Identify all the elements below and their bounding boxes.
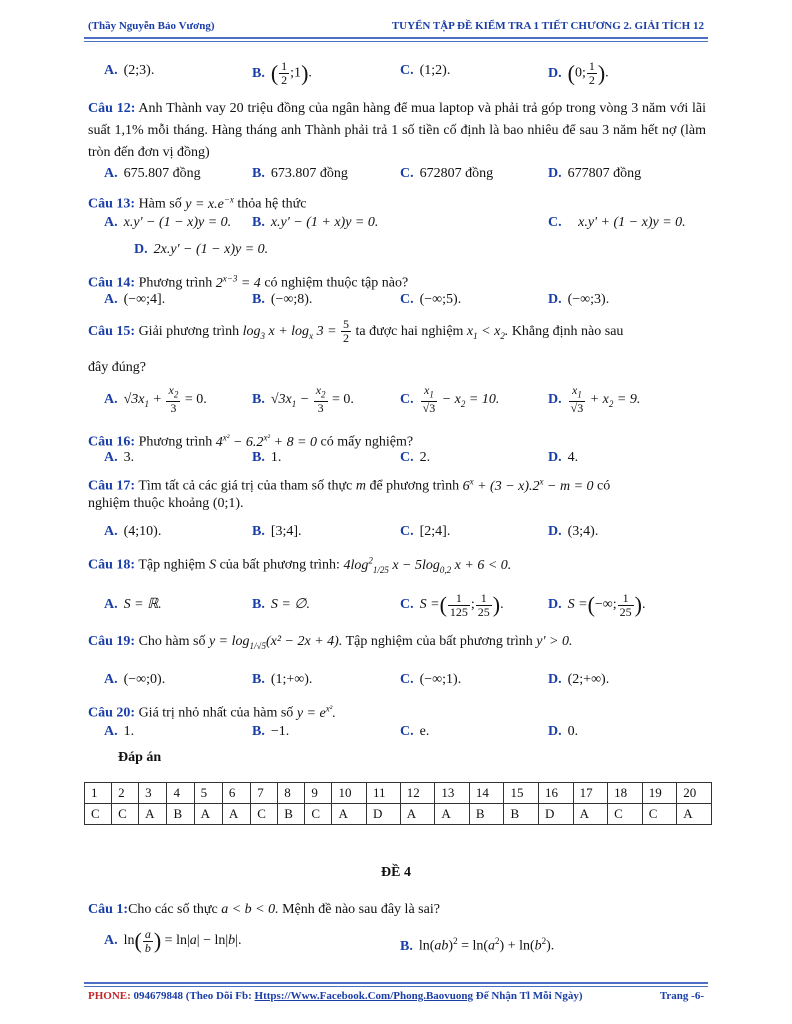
q11-options [104,59,704,87]
page-footer: PHONE: 094679848 (Theo Dõi Fb: Https://Www.Facebook.Com/Phong.Baovuong Để Nhận Tl Mỗi Ngày) Trang -6- [88,990,704,1002]
answer-letter-cell: A [222,804,250,825]
answer-letter-cell: D [539,804,574,825]
de4-q1-options: A. ln( $\frac{a}{b}$ ) = ln|a| − ln|b|. B. $\ln(ab)^2 = \ln(a^2) + \ln(b^2)$. [104,926,555,955]
answer-number-cell: 19 [642,783,677,804]
question-15: Câu 15: Giải phương trình $\log_3 x + \log_x 3$ = $\frac{5}{2}$ ta được hai nghiệm $x_1 < x_2$. Khẳng định nào sau [88,317,624,346]
facebook-link[interactable]: Https://Www.Facebook.Com/Phong.Baovuong [254,990,474,1002]
answer-letter-cell: A [139,804,167,825]
q13-options-1: A. x.y' − (1 − x)y = 0. B. x.y' − (1 + x)y = 0. C. x.y' + (1 − x)y = 0. [104,215,686,230]
question-18: Câu 18: Tập nghiệm S của bất phương trình: $4\log^2_{1/25}$ $x - 5\log_{0,2}$ x + 6 < 0. [88,555,512,575]
question-15-line2: đây đúng? [88,360,146,375]
answer-letter-cell: A [194,804,222,825]
question-12: Câu 12: Anh Thành vay 20 triệu đồng của ngân hàng để mua laptop và phải trả góp trong vòng 3 năm với lãi suất 1,1% mỗi tháng. Hàng tháng anh Thành phải trả 1 số tiền cố định là bao nhiêu để sau 3 năm hết nợ (làm tròn đến đơn vị đồng) [88,101,707,160]
question-16: Câu 16: Phương trình $4^{x^2} - 6.2^{x^2} + 8 = 0$ có mấy nghiệm? [88,432,414,450]
question-13: Câu 13: Hàm số $y = x.e^{-x}$ thỏa hệ thức [88,194,307,212]
answer-letter-cell: A [435,804,470,825]
answer-key-table [84,782,712,825]
answer-number-cell: 7 [251,783,278,804]
answer-number-cell: 2 [112,783,139,804]
page-number: Trang -6- [659,990,704,1002]
answer-number-cell: 8 [278,783,305,804]
q20-options: A. 1. B. −1. C. e. D. 0. [104,724,579,739]
answer-letter-cell: B [469,804,504,825]
answer-letter-cell: A [400,804,435,825]
answer-key-title: Đáp án [118,750,162,765]
answer-letter-cell: C [112,804,139,825]
answer-number-cell: 12 [400,783,435,804]
answer-number-cell: 9 [305,783,332,804]
answer-letter-cell: C [251,804,278,825]
answer-letters-row [85,804,712,825]
answer-letter-cell: B [167,804,194,825]
q12-options: A. 675.807 đồng B. 673.807 đồng C. 672807 đồng D. 677807 đồng [104,166,642,181]
answer-letter-cell: A [677,804,712,825]
q11-option-d: D. (0; $\frac{1}{2}$ ). [548,59,609,87]
answer-number-cell: 4 [167,783,194,804]
header-title: TUYỂN TẬP ĐỀ KIỂM TRA 1 TIẾT CHƯƠNG 2. GIẢI TÍCH 12 [391,20,704,32]
q19-options: A. (−∞;0). B. (1;+∞). C. (−∞;1). D. (2;+∞). [104,672,610,687]
page-header [88,20,704,36]
question-17: Câu 17: Tìm tất cả các giá trị của tham số thực m để phương trình $6^x + (3 - x).2^x - m = 0$ có [88,476,611,494]
answer-letter-cell: B [504,804,539,825]
question-17-line2: nghiệm thuộc khoảng (0;1). [88,496,244,511]
answer-number-cell: 15 [504,783,539,804]
answer-letter-cell: C [608,804,643,825]
answer-letter-cell: A [332,804,367,825]
header-author: (Thầy Nguyễn Bảo Vương) [88,20,215,32]
answer-letter-cell: B [278,804,305,825]
answer-number-cell: 20 [677,783,712,804]
question-20: Câu 20: Giá trị nhỏ nhất của hàm số $y = e^{x^2}$. [88,703,336,721]
answer-number-cell: 13 [435,783,470,804]
answer-number-cell: 18 [608,783,643,804]
q11-option-c: C. (1;2). [400,63,451,78]
answer-letter-cell: C [305,804,332,825]
answer-number-cell: 11 [367,783,401,804]
answer-number-cell: 3 [139,783,167,804]
answer-number-cell: 10 [332,783,367,804]
header-rule-thin [84,41,708,42]
q15-options: A. $√3x_1$ + $\frac{x_2}{3}$ = 0. B. $√3x_1$ − $\frac{x_2}{3}$ = 0. C. $\frac{x_1}{√3}$ − $x_2 = 10$. D. $\frac{x_1}{√3}$ + $x_2 = 9$. [104,383,641,416]
q11-option-b: B. ( $\frac{1}{2}$ ;1). [252,59,312,87]
q13-options-2: D. 2x.y' − (1 − x)y = 0. [134,242,269,257]
answer-letter-cell: D [367,804,401,825]
section-title-de4: ĐỀ 4 [381,865,411,880]
answer-number-cell: 16 [539,783,574,804]
answer-letter-cell: A [573,804,608,825]
answer-number-cell: 14 [469,783,504,804]
answer-number-cell: 17 [573,783,608,804]
question-14: Câu 14: Phương trình $2^{x-3} = 4$ có nghiệm thuộc tập nào? [88,273,409,291]
de4-question-1: Câu 1:Cho các số thực a < b < 0. Mệnh đề nào sau đây là sai? [88,902,440,917]
question-19: Câu 19: Cho hàm số $y = \log_{1/√5}(x^2 - 2x + 4)$. Tập nghiệm của bất phương trình y' > 0. [88,634,573,651]
answer-number-cell: 5 [194,783,222,804]
answer-number-cell: 6 [222,783,250,804]
answer-numbers-row [85,783,712,804]
answer-letter-cell: C [642,804,677,825]
header-rule [84,37,708,39]
footer-rule [84,982,708,984]
q16-options: A. 3. B. 1. C. 2. D. 4. [104,450,579,465]
answer-letter-cell: C [85,804,112,825]
q11-option-a: A. (2;3). [104,63,155,78]
answer-number-cell: 1 [85,783,112,804]
q18-options: A. S = ℝ. B. S = ∅. C. S =( $\frac{1}{125}$ ; $\frac{1}{25}$ ). D. S =(−∞; $\frac{1}{25}$ ). [104,590,646,619]
q17-options: A. (4;10). B. [3;4]. C. [2;4]. D. (3;4). [104,524,599,539]
footer-rule-thin [84,986,708,987]
q14-options: A. (−∞;4]. B. (−∞;8). C. (−∞;5). D. (−∞;3). [104,292,610,307]
